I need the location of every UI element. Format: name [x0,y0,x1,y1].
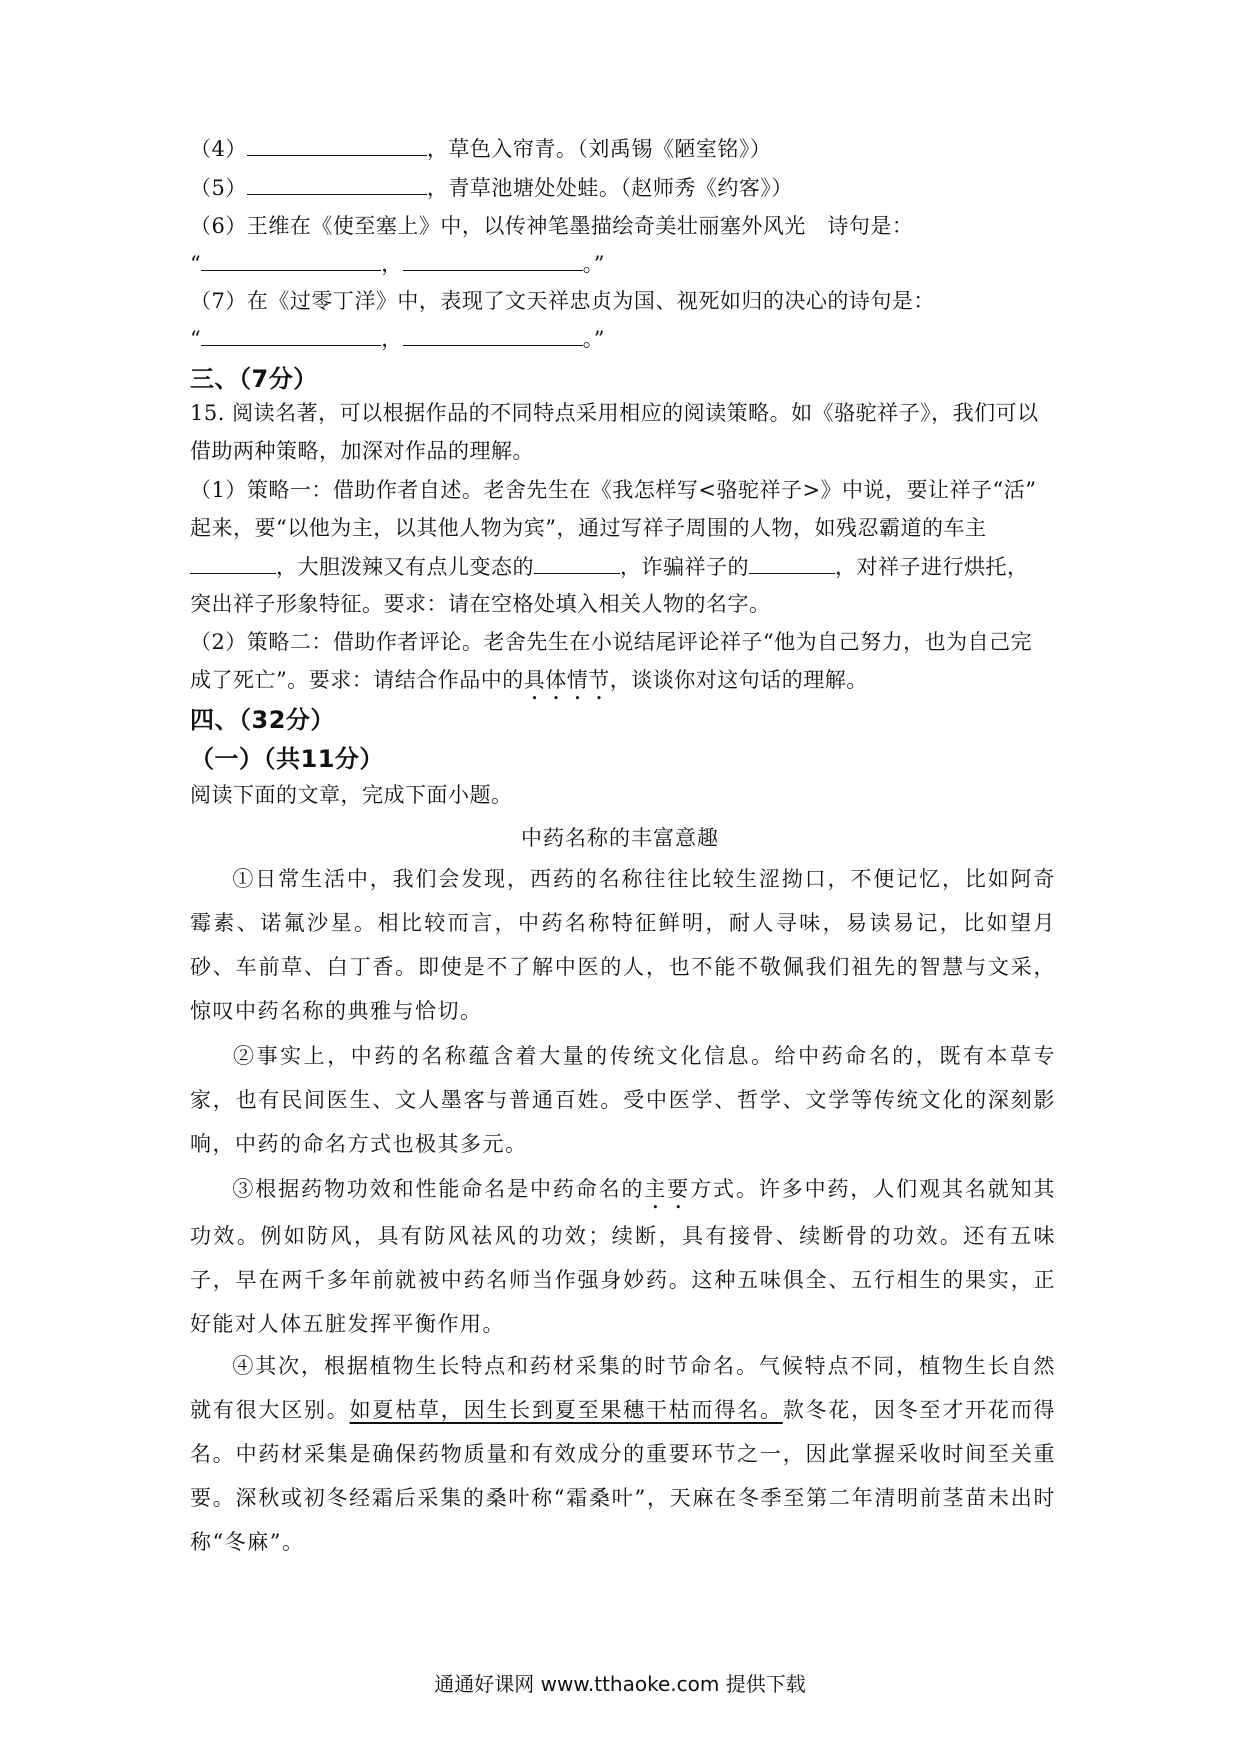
answer-blank[interactable] [749,551,835,574]
q15-line: 15. 阅读名著，可以根据作品的不同特点采用相应的阅读策略。如《骆驼祥子》，我们可以 [190,401,1039,425]
q5-text: ，青草池塘处处蛙。（赵师秀《约客》） [426,176,793,200]
answer-blank[interactable] [403,248,583,271]
subsection-heading: （一）（共11分） [190,745,384,773]
answer-blank[interactable] [201,323,381,346]
s1-text: ，诈骗祥子的 [620,555,749,579]
strategy-1-blanks [190,551,1060,582]
article-paragraph-4 [190,1344,1056,1564]
strategy-1-line: 起来，要“以他为主，以其他人物为宾”，通过写祥子周围的人物，如残忍霸道的车主 [190,516,987,540]
strategy-1-line: 突出祥子形象特征。要求：请在空格处填入相关人物的名字。 [190,592,771,616]
paragraph-text: 款冬花，因冬至才开花而得名。中药材采集是确保药物质量和有效成分的重要环节之一，因此掌握采收时间至关重要。深秋或初冬经霜后采集的桑叶称“霜桑叶”，天麻在冬季至第二年清明前茎苗未出时称“冬麻”。 [190,1398,1057,1554]
answer-blank[interactable] [190,551,276,574]
poem-q7-answer [190,323,1060,354]
strategy-1-line: （1）策略一：借助作者自述。老舍先生在《我怎样写<骆驼祥子>》中说，要让祥子“活” [190,478,1037,502]
answer-blank[interactable] [403,323,583,346]
paragraph-text: ③根据药物功效和性能命名是中药命名的 [232,1177,645,1201]
paragraph-text: ①日常生活中，我们会发现，西药的名称往往比较生涩拗口，不便记忆，比如阿奇霉素、诺氟沙星。相比较而言，中药名称特征鲜明，耐人寻味，易读易记，比如望月砂、车前草、白丁香。即使是不了解中医的人，也不能不敬佩我们祖先的智慧与文采，惊叹中药名称的典雅与恰切。 [190,867,1056,1023]
emphasized-text: 具体情节 [523,668,610,692]
answer-blank[interactable] [534,551,620,574]
poem-q6-prompt: （6）王维在《使至塞上》中，以传神笔墨描绘奇美壮丽塞外风光 诗句是： [190,214,914,238]
q5-label: （5） [190,176,247,200]
open-quote: “ [190,252,202,276]
poem-q4 [190,133,1060,164]
answer-blank[interactable] [247,172,427,195]
s1-text: ，对祥子进行烘托， [835,555,1029,579]
strategy-2-line: （2）策略二：借助作者评论。老舍先生在小说结尾评论祥子“他为自己努力，也为自己完 [190,630,1033,654]
poem-q7-prompt: （7）在《过零丁洋》中，表现了文天祥忠贞为国、视死如归的决心的诗句是： [190,289,935,313]
article-title: 中药名称的丰富意趣 [521,826,719,850]
answer-blank[interactable] [247,133,427,156]
article-paragraph-3 [190,1167,1056,1346]
s1-text: ，大胆泼辣又有点儿变态的 [276,555,534,579]
paragraph-text: 方式。许多中药，人们观其名就知其功效。例如防风，具有防风祛风的功效；续断，具有接骨、续断骨的功效。还有五味子，早在两千多年前就被中药名师当作强身妙药。这种五味俱全、五行相生的果实，正好能对人体五脏发挥平衡作用。 [190,1177,1057,1336]
close-quote: 。” [582,327,605,351]
comma: ， [381,327,403,351]
strategy-2-line [190,665,1060,705]
reading-instruction: 阅读下面的文章，完成下面小题。 [190,783,513,807]
paragraph-text: ④其次，根据植物生长特点和药材采集的时节命名。气候特点不同，植物生长自然就有很大区别。 [190,1354,1056,1422]
close-quote: 。” [582,252,605,276]
q4-text: ，草色入帘青。（刘禹锡《陋室铭》） [426,137,772,161]
answer-blank[interactable] [201,248,381,271]
s2-text: ，谈谈你对这句话的理解。 [609,668,868,692]
s2-text: 成了死亡”。要求：请结合作品中的 [190,668,524,692]
underlined-sentence: 如夏枯草，因生长到夏至果穗干枯而得名。 [349,1398,783,1422]
poem-q6-answer [190,248,1060,279]
comma: ， [381,252,403,276]
q15-line: 借助两种策略，加深对作品的理解。 [190,439,534,463]
poem-q5 [190,172,1060,203]
section-3-heading: 三、（7分） [190,365,318,393]
paragraph-text: ②事实上，中药的名称蕴含着大量的传统文化信息。给中药命名的，既有本草专家，也有民间医生、文人墨客与普通百姓。受中医学、哲学、文学等传统文化的深刻影响，中药的命名方式也极其多元。 [190,1044,1056,1156]
article-paragraph-2 [190,1034,1056,1166]
article-paragraph-1 [190,857,1056,1033]
emphasized-text: 主要 [644,1177,691,1201]
q4-label: （4） [190,137,247,161]
footer-watermark: 通通好课网 www.tthaoke.com 提供下载 [434,1672,806,1696]
open-quote: “ [190,327,202,351]
section-4-heading: 四、（32分） [190,706,335,734]
